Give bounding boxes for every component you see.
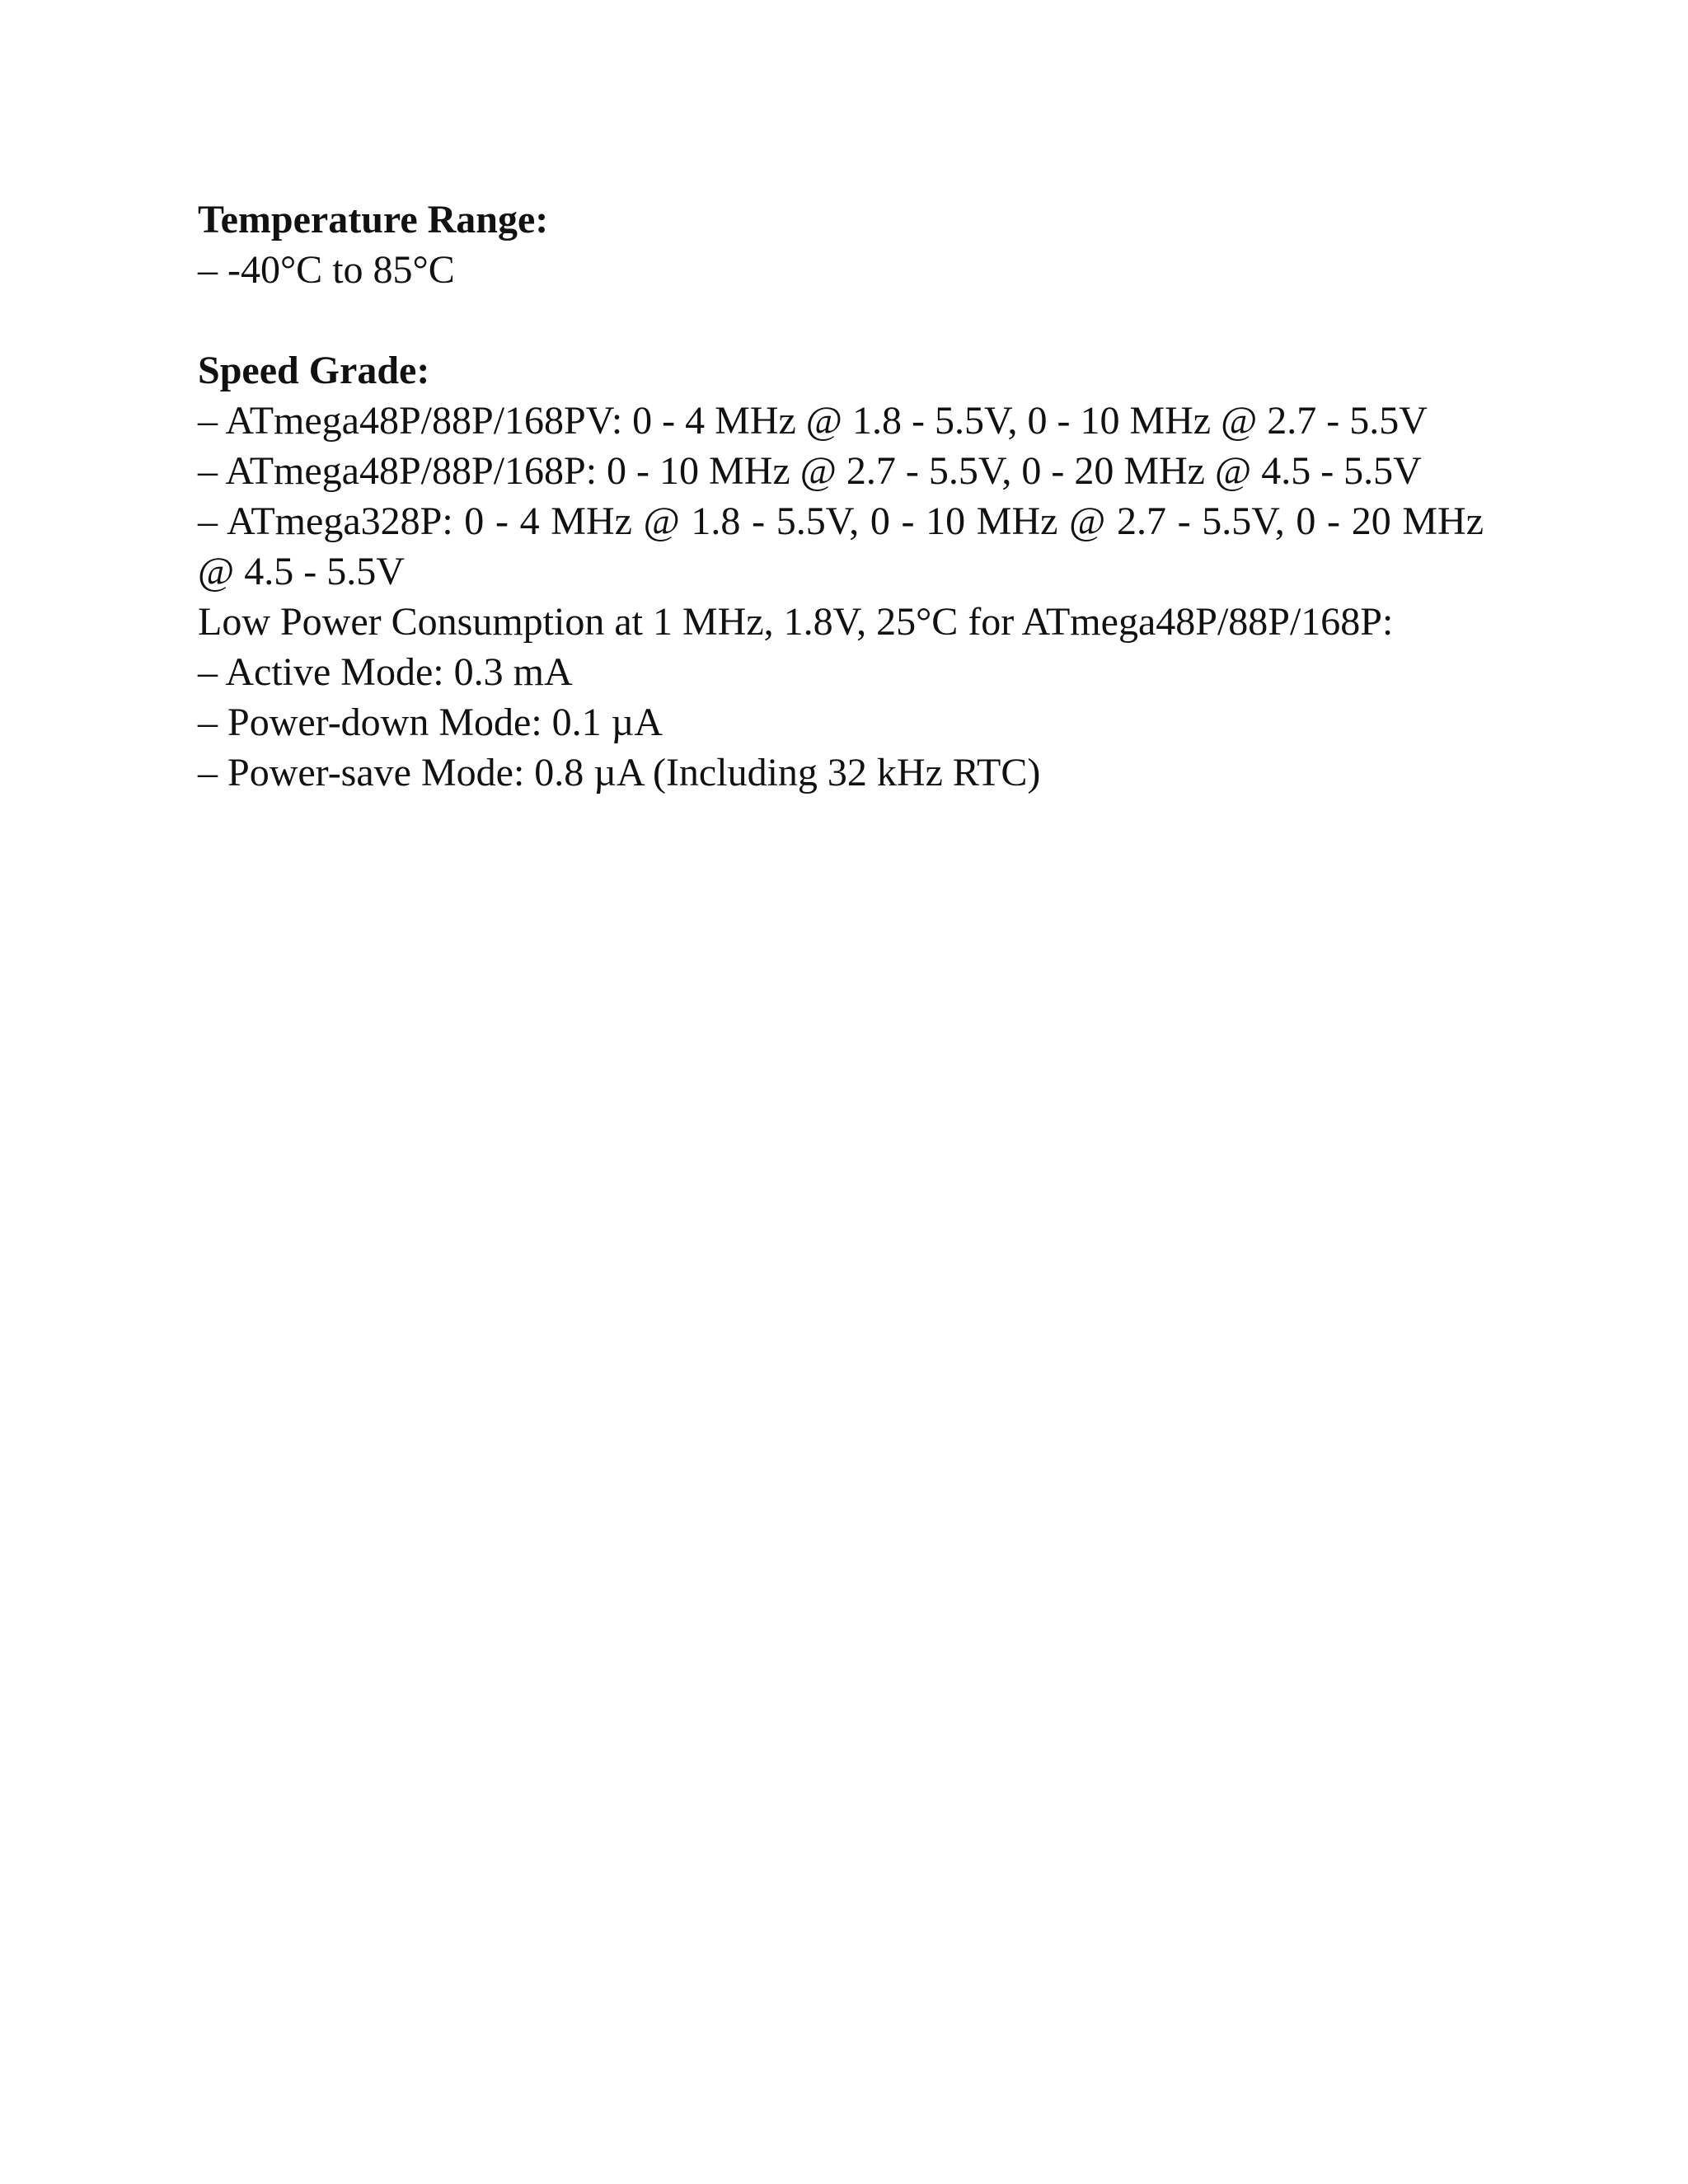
speed-grade-item-p: – ATmega48P/88P/168P: 0 - 10 MHz @ 2.7 - 5.5V, 0 - 20 MHz @ 4.5 - 5.5V xyxy=(198,449,1422,493)
speed-grade-item-pv: – ATmega48P/88P/168PV: 0 - 4 MHz @ 1.8 - 5.5V, 0 - 10 MHz @ 2.7 - 5.5V xyxy=(198,399,1428,443)
power-item-active: – Active Mode: 0.3 mA xyxy=(198,650,573,694)
power-item-power-down: – Power-down Mode: 0.1 µA xyxy=(198,701,663,744)
power-item-power-save: – Power-save Mode: 0.8 µA (Including 32 kHz RTC) xyxy=(198,751,1041,794)
document-body xyxy=(198,194,1484,798)
speed-grade-heading: Speed Grade: xyxy=(198,349,430,392)
temperature-range-item: – -40°C to 85°C xyxy=(198,248,455,292)
section-spacer xyxy=(198,295,1484,345)
power-consumption-intro: Low Power Consumption at 1 MHz, 1.8V, 25°C for ATmega48P/88P/168P: xyxy=(198,600,1394,644)
temperature-range-heading: Temperature Range: xyxy=(198,198,549,241)
speed-grade-item-328p: – ATmega328P: 0 - 4 MHz @ 1.8 - 5.5V, 0 - 10 MHz @ 2.7 - 5.5V, 0 - 20 MHz @ 4.5 - 5.5V xyxy=(198,499,1484,593)
